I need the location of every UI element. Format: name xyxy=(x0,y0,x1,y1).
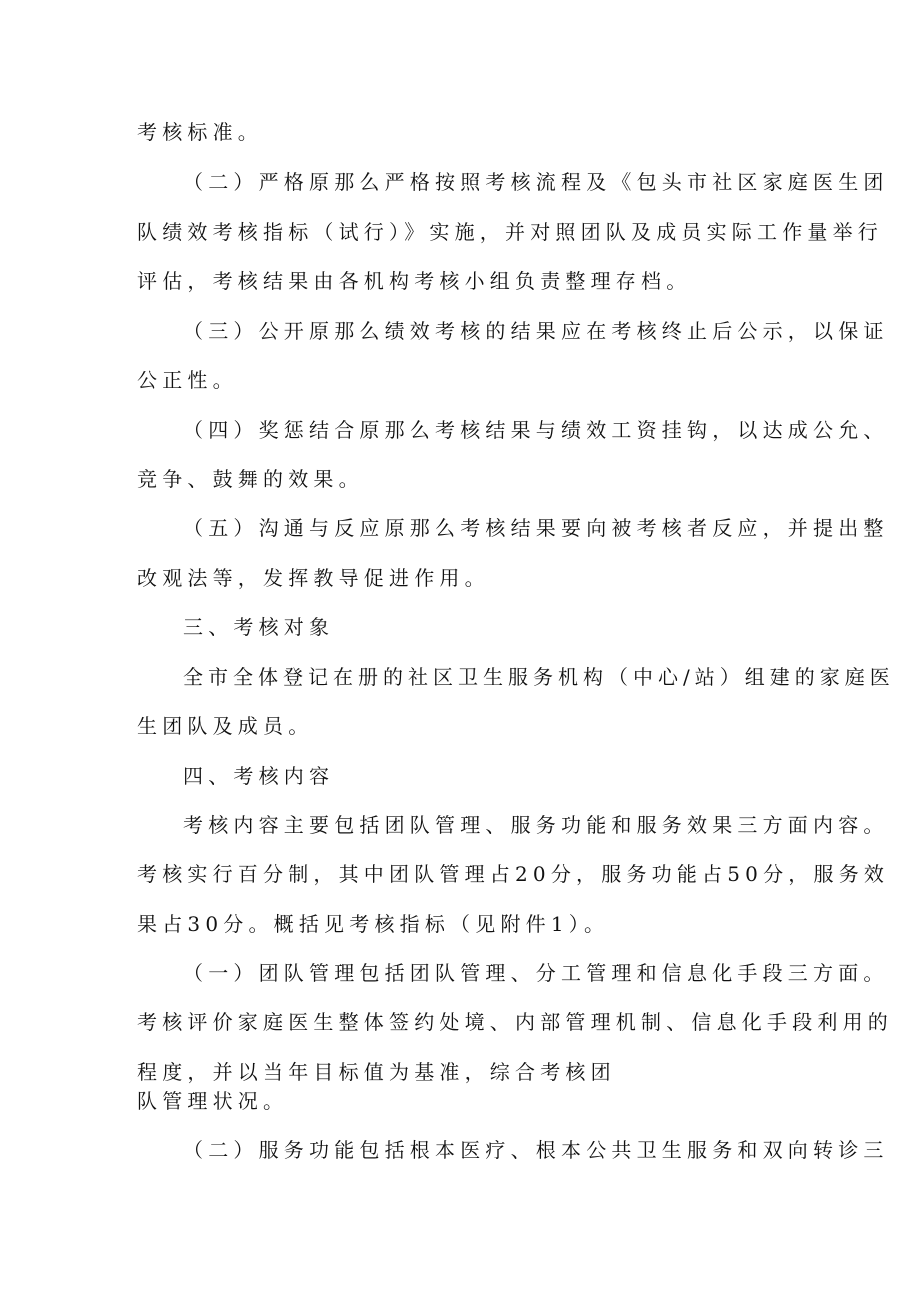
paragraph-line: （五）沟通与反应原那么考核结果要向被考核者反应，并提出整 xyxy=(183,516,889,540)
paragraph-line: （二）严格原那么严格按照考核流程及《包头市社区家庭医生团 xyxy=(183,170,889,194)
text-line: 考核评价家庭医生整体签约处境、内部管理机制、信息化手段利用的 xyxy=(137,1010,893,1034)
text-line: 考核标准。 xyxy=(137,120,263,144)
paragraph-line: （四）奖惩结合原那么考核结果与绩效工资挂钩，以达成公允、 xyxy=(183,418,889,442)
paragraph-line: （三）公开原那么绩效考核的结果应在考核终止后公示，以保证 xyxy=(183,319,889,343)
text-line: 竞争、鼓舞的效果。 xyxy=(137,467,364,491)
paragraph-line: 考核内容主要包括团队管理、服务功能和服务效果三方面内容。 xyxy=(183,813,889,837)
paragraph-line: 全市全体登记在册的社区卫生服务机构（中心/站）组建的家庭医 xyxy=(183,665,895,689)
paragraph-line: （二）服务功能包括根本医疗、根本公共卫生服务和双向转诊三 xyxy=(183,1138,889,1162)
text-line: 果占30分。概括见考核指标（见附件1）。 xyxy=(137,912,610,936)
text-line: 改观法等，发挥教导促进作用。 xyxy=(137,566,490,590)
text-line: 公正性。 xyxy=(137,368,238,392)
text-line: 程度，并以当年目标值为基准，综合考核团 xyxy=(137,1060,616,1084)
text-line: 考核实行百分制，其中团队管理占20分，服务功能占50分，服务效 xyxy=(137,862,890,886)
paragraph-line: （一）团队管理包括团队管理、分工管理和信息化手段三方面。 xyxy=(183,961,889,985)
text-line: 评估，考核结果由各机构考核小组负责整理存档。 xyxy=(137,269,692,293)
text-line: 队管理状况。 xyxy=(137,1089,289,1113)
section-heading: 四、考核内容 xyxy=(183,764,335,788)
text-line: 生团队及成员。 xyxy=(137,714,314,738)
text-line: 队绩效考核指标（试行）》实施，并对照团队及成员实际工作量举行 xyxy=(137,220,883,244)
section-heading: 三、考核对象 xyxy=(183,615,335,639)
